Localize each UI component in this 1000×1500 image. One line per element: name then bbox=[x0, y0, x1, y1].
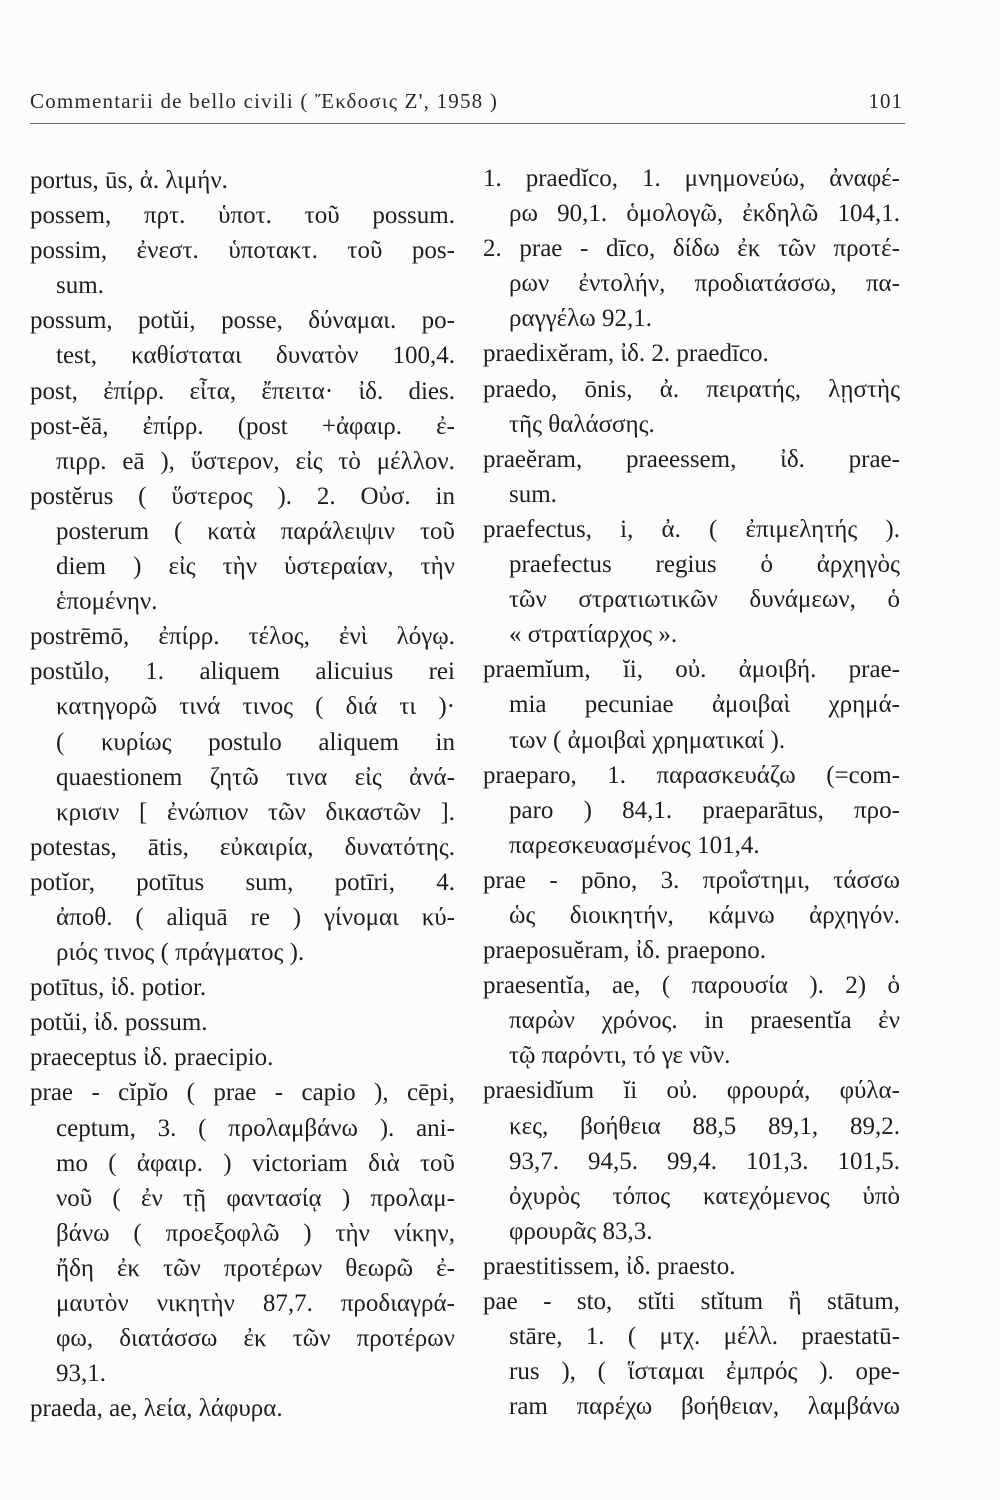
entry-line: praeparo, 1. παρασκευάζω (=com- bbox=[483, 761, 900, 789]
entry-line: potŭi, ἰδ. possum. bbox=[30, 1009, 208, 1037]
entry-continuation-line: ἀποθ. ( aliquā re ) γίνομαι κύ- bbox=[56, 903, 455, 931]
entry-continuation-line: ceptum, 3. ( προλαμβάνω ). ani- bbox=[56, 1114, 455, 1142]
header-rule bbox=[30, 123, 905, 124]
entry-continuation-line: ἤδη ἐκ τῶν προτέρων θεωρῶ ἐ- bbox=[56, 1254, 455, 1282]
entry-line: praemĭum, ĭi, οὐ. ἀμοιβή. prae- bbox=[483, 656, 900, 684]
entry-line: potītus, ἰδ. potior. bbox=[30, 974, 207, 1002]
entry-line: pae - sto, stĭti stĭtum ἢ stātum, bbox=[483, 1288, 900, 1315]
entry-continuation-line: κατηγορῶ τινά τινος ( διά τι )· bbox=[56, 693, 455, 721]
entry-line: prae - cĭpĭo ( prae - capio ), cēpi, bbox=[30, 1079, 455, 1107]
entry-continuation-line: κες, βοήθεια 88,5 89,1, 89,2. bbox=[509, 1112, 900, 1140]
entry-line: praeceptus ἰδ. praecipio. bbox=[30, 1044, 274, 1072]
entry-line: prae - pōno, 3. προΐστημι, τάσσω bbox=[483, 866, 900, 894]
entry-continuation-line: sum. bbox=[509, 480, 557, 508]
entry-line: 1. praedĭco, 1. μνημονεύω, ἀναφέ- bbox=[483, 165, 900, 192]
entry-line: possem, πρτ. ὑποτ. τοῦ possum. bbox=[30, 202, 455, 230]
entry-continuation-line: rus ), ( ἵσταμαι ἐμπρός ). ope- bbox=[509, 1358, 900, 1386]
entry-line: 2. prae - dīco, δίδω ἐκ τῶν προτέ- bbox=[483, 235, 900, 263]
running-title: Commentarii de bello civili ( Ἔκδοσις Ζ', 1958 ) bbox=[30, 89, 499, 113]
entry-continuation-line: paro ) 84,1. praeparātus, προ- bbox=[509, 796, 900, 824]
entry-continuation-line: τῷ παρόντι, τό γε νῦν. bbox=[509, 1042, 731, 1070]
entry-continuation-line: μαυτὸν νικητὴν 87,7. προδιαγρά- bbox=[56, 1290, 455, 1317]
entry-continuation-line: praefectus regius ὁ ἀρχηγὸς bbox=[509, 551, 900, 579]
entry-line: post-ĕā, ἐπίρρ. (post +ἀφαιρ. ἐ- bbox=[30, 412, 455, 440]
entry-continuation-line: diem ) εἰς τὴν ὑστεραίαν, τὴν bbox=[56, 553, 455, 581]
entry-continuation-line: stāre, 1. ( μτχ. μέλλ. praestatū- bbox=[509, 1323, 900, 1351]
entry-line: possim, ἐνεστ. ὑποτακτ. τοῦ pos- bbox=[30, 237, 455, 265]
entry-line: praefectus, i, ἀ. ( ἐπιμελητής ). bbox=[483, 515, 900, 543]
entry-continuation-line: ὀχυρὸς τόπος κατεχόμενος ὑπὸ bbox=[509, 1182, 900, 1210]
entry-line: potĭor, potītus sum, potīri, 4. bbox=[30, 868, 455, 896]
entry-continuation-line: ram παρέχω βοήθειαν, λαμβάνω bbox=[509, 1393, 900, 1421]
entry-line: praeposuĕram, ἰδ. praepono. bbox=[483, 937, 766, 965]
entry-continuation-line: ὡς διοικητήν, κάμνω ἀρχηγόν. bbox=[509, 901, 900, 929]
entry-continuation-line: ριός τινος ( πράγματος ). bbox=[56, 939, 305, 967]
entry-continuation-line: νοῦ ( ἐν τῇ φαντασίᾳ ) προλαμ- bbox=[56, 1184, 455, 1212]
entry-continuation-line: mo ( ἀφαιρ. ) victoriam διὰ τοῦ bbox=[56, 1149, 455, 1177]
entry-continuation-line: ἑπομένην. bbox=[56, 588, 158, 616]
entry-line: praestitissem, ἰδ. praesto. bbox=[483, 1252, 736, 1280]
entry-continuation-line: παρὼν χρόνος. in praesentĭa ἐν bbox=[509, 1007, 900, 1035]
entry-line: praesidĭum ĭi οὐ. φρουρά, φύλα- bbox=[483, 1077, 900, 1105]
entry-continuation-line: 93,1. bbox=[56, 1360, 106, 1388]
entry-line: praedixĕram, ἰδ. 2. praedīco. bbox=[483, 340, 769, 368]
entry-continuation-line: ρω 90,1. ὁμολογῶ, ἐκδηλῶ 104,1. bbox=[509, 200, 900, 228]
left-column bbox=[30, 163, 455, 1426]
entry-line: praedo, ōnis, ἀ. πειρατής, λῃστὴς bbox=[483, 375, 900, 403]
right-column bbox=[483, 161, 900, 1424]
entry-line: potestas, ātis, εὐκαιρία, δυνατότης. bbox=[30, 833, 455, 861]
entry-continuation-line: ρων ἐντολήν, προδιατάσσω, πα- bbox=[509, 270, 900, 298]
entry-line: possum, potŭi, posse, δύναμαι. po- bbox=[30, 307, 455, 335]
entry-continuation-line: κρισιν [ ἐνώπιον τῶν δικαστῶν ]. bbox=[56, 798, 455, 826]
entry-line: portus, ūs, ἀ. λιμήν. bbox=[30, 167, 228, 194]
entry-continuation-line: πιρρ. eā ), ὕστερον, εἰς τὸ μέλλον. bbox=[56, 447, 455, 475]
entry-line: praeĕram, praeessem, ἰδ. prae- bbox=[483, 445, 900, 473]
entry-line: praesentĭa, ae, ( παρουσία ). 2) ὁ bbox=[483, 972, 900, 1000]
entry-continuation-line: mia pecuniae ἀμοιβαὶ χρημά- bbox=[509, 691, 900, 719]
entry-continuation-line: test, καθίσταται δυνατὸν 100,4. bbox=[56, 342, 455, 370]
entry-continuation-line: φω, διατάσσω ἐκ τῶν προτέρων bbox=[56, 1325, 455, 1353]
entry-line: post, ἐπίρρ. εἶτα, ἔπειτα· ἰδ. dies. bbox=[30, 377, 455, 405]
entry-line: postĕrus ( ὕστερος ). 2. Οὐσ. in bbox=[30, 482, 455, 510]
entry-line: praeda, ae, λεία, λάφυρα. bbox=[30, 1395, 283, 1423]
entry-continuation-line: φρουρᾶς 83,3. bbox=[509, 1217, 653, 1245]
entry-continuation-line: posterum ( κατὰ παράλειψιν τοῦ bbox=[56, 517, 455, 545]
entry-continuation-line: ραγγέλω 92,1. bbox=[509, 305, 652, 333]
entry-continuation-line: sum. bbox=[56, 272, 104, 300]
entry-continuation-line: βάνω ( προεξοφλῶ ) τὴν νίκην, bbox=[56, 1219, 455, 1247]
entry-continuation-line: παρεσκευασμένος 101,4. bbox=[509, 831, 760, 859]
page-number: 101 bbox=[868, 89, 903, 113]
entry-continuation-line: 93,7. 94,5. 99,4. 101,3. 101,5. bbox=[509, 1147, 900, 1175]
entry-continuation-line: « στρατίαρχος ». bbox=[509, 621, 678, 649]
entry-continuation-line: quaestionem ζητῶ τινα εἰς ἀνά- bbox=[56, 763, 455, 791]
entry-line: postrēmō, ἐπίρρ. τέλος, ἐνὶ λόγῳ. bbox=[30, 623, 455, 651]
entry-continuation-line: τῶν στρατιωτικῶν δυνάμεων, ὁ bbox=[509, 586, 900, 614]
entry-continuation-line: τῆς θαλάσσης. bbox=[509, 410, 655, 438]
entry-line: postŭlo, 1. aliquem alicuius rei bbox=[30, 658, 455, 686]
entry-continuation-line: των ( ἀμοιβαὶ χρηματικαί ). bbox=[509, 726, 786, 754]
entry-continuation-line: ( κυρίως postulo aliquem in bbox=[56, 728, 455, 756]
